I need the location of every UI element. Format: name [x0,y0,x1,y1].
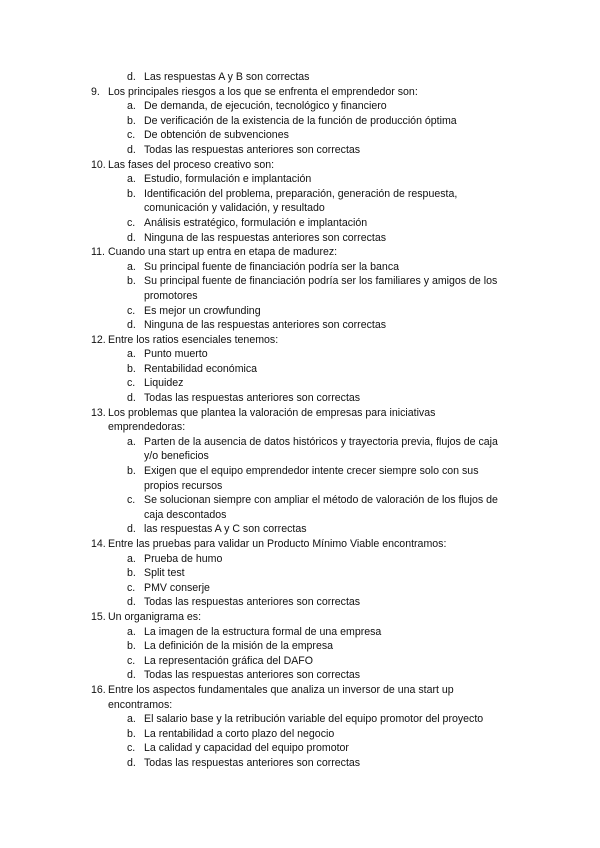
option-letter: c. [127,129,136,142]
option-text: Ninguna de las respuestas anteriores son correctas [144,231,387,244]
question-block [0,610,600,683]
question-number: 14. [91,538,106,550]
option-letter: a. [127,100,136,113]
question-number: 15. [91,610,106,623]
option-text: Su principal fuente de financiación podría ser los familiares y amigos de los [144,275,498,288]
option-line [0,143,600,158]
option-letter: a. [127,552,136,565]
option-text: las respuestas A y C son correctas [144,523,307,536]
question-continuation [0,698,600,713]
option-line [0,128,600,143]
question-block [0,158,600,246]
option-letter: a. [127,625,136,638]
option-line [0,99,600,114]
option-letter: b. [127,114,136,127]
option-text: La imagen de la estructura formal de una empresa [144,625,382,638]
option-text: Todas las respuestas anteriores son correctas [144,392,361,405]
option-line [0,260,600,275]
option-line [0,435,600,450]
question-text: Un organigrama es: [108,610,202,623]
option-text: Todas las respuestas anteriores son correctas [144,143,361,156]
question-block [0,683,600,771]
option-line [0,522,600,537]
option-letter: a. [127,435,136,448]
question-line [0,245,600,260]
option-continuation [0,201,600,216]
question-number: 12. [91,333,106,346]
option-line [0,654,600,669]
option-line [0,595,600,610]
option-line [0,318,600,333]
option-text: De demanda, de ejecución, tecnológico y financiero [144,100,387,113]
option-letter: c. [127,216,136,229]
question-text: Entre los aspectos fundamentales que analiza un inversor de una start up [108,683,454,696]
option-line [0,347,600,362]
option-line [0,581,600,596]
option-letter: c. [127,654,136,667]
question-number: 10. [91,158,106,171]
option-text: Rentabilidad económica [144,362,258,375]
option-text: Todas las respuestas anteriores son correctas [144,756,361,769]
question-number: 16. [91,683,106,696]
option-letter: c. [127,494,136,507]
option-line [0,172,600,187]
option-letter: c. [127,377,136,390]
option-text: y/o beneficios [144,450,209,463]
question-line [0,158,600,173]
option-line [0,114,600,129]
question-text: Las fases del proceso creativo son: [108,158,275,171]
question-block [0,537,600,610]
option-line [0,391,600,406]
option-text: Parten de la ausencia de datos históricos y trayectoria previa, flujos de caja [144,435,498,448]
option-letter: a. [127,348,136,361]
option-text: Liquidez [144,377,184,390]
option-text: propios recursos [144,479,223,492]
option-line [0,552,600,567]
option-text: caja descontados [144,508,227,521]
question-block [0,245,600,333]
option-text: Las respuestas A y B son correctas [144,71,310,83]
option-text: Todas las respuestas anteriores son correctas [144,669,361,682]
option-line [0,566,600,581]
option-line [0,362,600,377]
option-letter: a. [127,260,136,273]
question-text: encontramos: [108,698,173,711]
option-letter: d. [127,392,136,405]
question-number: 13. [91,406,106,419]
option-letter: b. [127,727,136,740]
option-letter: d. [127,319,136,332]
option-letter: b. [127,640,136,653]
option-text: Ninguna de las respuestas anteriores son correctas [144,319,387,332]
option-line [0,464,600,479]
question-number: 11. [91,246,105,259]
question-line [0,85,600,100]
option-continuation [0,508,600,523]
option-line [0,727,600,742]
question-block [0,85,600,158]
option-text: La definición de la misión de la empresa [144,640,334,653]
question-text: emprendedoras: [108,421,186,434]
option-letter: b. [127,362,136,375]
option-line [0,216,600,231]
option-text: Identificación del problema, preparación, generación de respuesta, [144,187,458,200]
option-letter: b. [127,567,136,580]
question-continuation [0,420,600,435]
option-letter: d. [127,756,136,769]
question-text: Entre los ratios esenciales tenemos: [108,333,279,346]
question-line [0,406,600,421]
option-continuation [0,479,600,494]
question-line [0,537,600,552]
option-letter: a. [127,713,136,726]
option-letter: d. [127,143,136,156]
option-letter: b. [127,465,136,478]
question-line [0,333,600,348]
option-text: promotores [144,289,198,302]
option-text: Split test [144,567,185,580]
option-line [0,274,600,289]
option-line [0,639,600,654]
question-text: Entre las pruebas para validar un Producto Mínimo Viable encontramos: [108,538,447,550]
option-text: La rentabilidad a corto plazo del negocio [144,727,335,740]
option-text: Es mejor un crowfunding [144,304,261,317]
option-line [0,70,600,85]
option-continuation [0,449,600,464]
option-letter: c. [127,742,136,755]
option-letter: c. [127,304,136,317]
option-letter: d. [127,523,136,536]
option-letter: d. [127,231,136,244]
option-line [0,668,600,683]
option-text: De verificación de la existencia de la función de producción óptima [144,114,457,127]
question-block [0,333,600,406]
option-continuation [0,289,600,304]
option-letter: a. [127,173,136,186]
option-letter: c. [127,581,136,594]
option-text: comunicación y validación, y resultado [144,202,325,215]
option-letter: b. [127,275,136,288]
question-number: 9. [91,85,100,98]
option-line [0,187,600,202]
option-line [0,712,600,727]
option-text: El salario base y la retribución variable del equipo promotor del proyecto [144,713,484,726]
option-line [0,756,600,771]
question-block [0,406,600,537]
option-text: Exigen que el equipo emprendedor intente crecer siempre solo con sus [144,465,479,478]
option-text: De obtención de subvenciones [144,129,289,142]
option-text: Su principal fuente de financiación podría ser la banca [144,260,400,273]
option-line [0,493,600,508]
option-line [0,376,600,391]
option-text: PMV conserje [144,581,210,594]
option-letter: d. [127,596,136,609]
question-text: Cuando una start up entra en etapa de madurez: [108,246,338,259]
option-text: La representación gráfica del DAFO [144,654,313,667]
option-text: Análisis estratégico, formulación e implantación [144,216,368,229]
option-letter: d. [127,669,136,682]
option-text: La calidad y capacidad del equipo promotor [144,742,349,755]
option-text: Todas las respuestas anteriores son correctas [144,596,361,609]
question-line [0,683,600,698]
option-line [0,741,600,756]
option-line [0,304,600,319]
option-text: Estudio, formulación e implantación [144,173,312,186]
question-text: Los problemas que plantea la valoración de empresas para iniciativas [108,406,436,419]
option-text: Prueba de humo [144,552,223,565]
option-text: Punto muerto [144,348,208,361]
option-letter: d. [127,71,136,83]
option-letter: b. [127,187,136,200]
question-line [0,610,600,625]
option-text: Se solucionan siempre con ampliar el método de valoración de los flujos de [144,494,498,507]
quiz-page [0,70,600,771]
option-line [0,231,600,246]
option-line [0,625,600,640]
question-text: Los principales riesgos a los que se enfrenta el emprendedor son: [108,85,418,98]
